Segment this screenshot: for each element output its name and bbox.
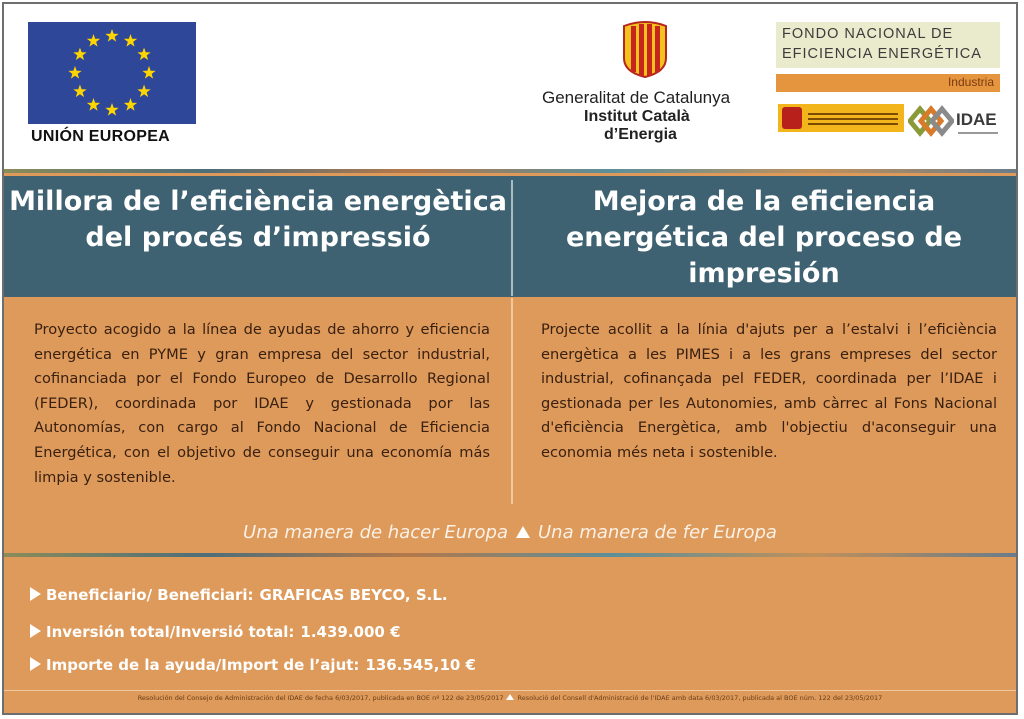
beneficiary-row	[30, 586, 448, 604]
aid-value: 136.545,10 €	[365, 656, 476, 674]
ministry-crest-icon	[782, 107, 802, 129]
eu-star-icon	[137, 48, 150, 61]
aid-label: Importe de la ayuda/Import de l’ajut:	[46, 656, 360, 674]
footer-divider	[4, 690, 1016, 691]
eu-flag-icon	[28, 22, 196, 124]
fondo-line1: FONDO NACIONAL DE	[782, 26, 954, 42]
slogan-catalan: Una manera de fer Europa	[537, 522, 777, 543]
logo-header	[4, 4, 1016, 169]
eu-label: UNIÓN EUROPEA	[31, 128, 171, 145]
eu-star-icon	[87, 98, 100, 111]
eu-star-icon	[105, 29, 118, 42]
slogan	[4, 522, 1016, 543]
fondo-sector-bar	[776, 74, 1000, 92]
institut-name-line1: Institut Català	[584, 108, 690, 125]
institut-name-line2: d’Energia	[604, 126, 677, 143]
body-text-spanish: Proyecto acogido a la línea de ayudas de ahorro y eficiencia energética en PYME y gran empresa del sector industrial, cofinanciada por el Fondo Europeo de Desarrollo Regional (FEDER), coordinada por IDAE y gestionada por las Autonomías, con cargo al Fondo Nacional de Eficiencia Energética, con el objetivo de conseguir una economía más limpia y sostenible.	[34, 321, 490, 486]
eu-star-icon	[124, 98, 137, 111]
ministry-logo	[778, 104, 904, 132]
slogan-spanish: Una manera de hacer Europa	[243, 522, 508, 543]
eu-star-icon	[142, 66, 155, 79]
footer-spanish: Resolución del Consejo de Administración del IDAE de fecha 6/03/2017, publicada en BOE nº 122 de 23/05/2017	[137, 694, 504, 702]
fondo-nacional-logo	[776, 22, 1000, 68]
fondo-line2: EFICIENCIA ENERGÉTICA	[782, 46, 982, 62]
eu-star-icon	[73, 48, 86, 61]
column-divider	[511, 298, 513, 504]
idae-subtitle-line	[958, 132, 998, 134]
information-board	[2, 2, 1018, 715]
eu-star-icon	[124, 34, 137, 47]
beneficiary-value: GRAFICAS BEYCO, S.L.	[259, 586, 448, 604]
idae-label: IDAE	[956, 110, 997, 129]
eu-star-icon	[137, 85, 150, 98]
title-spanish: Mejora de la eficiencia energética del proceso de impresión	[565, 186, 963, 289]
eu-star-icon	[68, 66, 81, 79]
title-catalan: Millora de l’eficiència energètica del procés d’impressió	[9, 186, 507, 253]
footer-resolution	[4, 694, 1016, 702]
triangle-separator-icon	[516, 526, 530, 538]
investment-row	[30, 623, 401, 641]
arrow-right-icon	[30, 587, 41, 601]
investment-value: 1.439.000 €	[300, 623, 401, 641]
idae-logo-icon	[908, 104, 954, 138]
beneficiary-label: Beneficiario/ Beneficiari:	[46, 586, 254, 604]
eu-star-icon	[73, 85, 86, 98]
fondo-sector-label: Industria	[947, 75, 994, 89]
eu-star-icon	[87, 34, 100, 47]
generalitat-emblem-icon	[620, 20, 670, 78]
aid-row	[30, 656, 476, 674]
ministry-text-lines	[808, 113, 898, 115]
title-divider	[511, 180, 513, 296]
body-text-catalan: Projecte acollit a la línia d'ajuts per a l’estalvi i l’eficiència energètica a les PIMES i a les grans empreses del sector industrial, cofinançada pel FEDER, coordinada per l’IDAE i gestionada per les Autonomies, amb càrrec al Fons Nacional d'eficiència Energètica, amb l'objectiu d'aconseguir una economia més neta i sostenible.	[541, 321, 997, 461]
footer-catalan: Resolució del Consell d'Administració de l'IDAE amb data 6/03/2017, publicada al BOE núm. 122 del 23/05/2017	[517, 694, 883, 702]
generalitat-name: Generalitat de Catalunya	[542, 88, 731, 107]
title-band	[4, 176, 1016, 297]
footer-triangle-icon	[506, 694, 514, 700]
investment-label: Inversión total/Inversió total:	[46, 623, 295, 641]
color-stripe-top	[4, 169, 1016, 173]
arrow-right-icon	[30, 657, 41, 671]
arrow-right-icon	[30, 624, 41, 638]
eu-star-icon	[105, 103, 118, 116]
color-stripe-bottom	[4, 553, 1016, 557]
